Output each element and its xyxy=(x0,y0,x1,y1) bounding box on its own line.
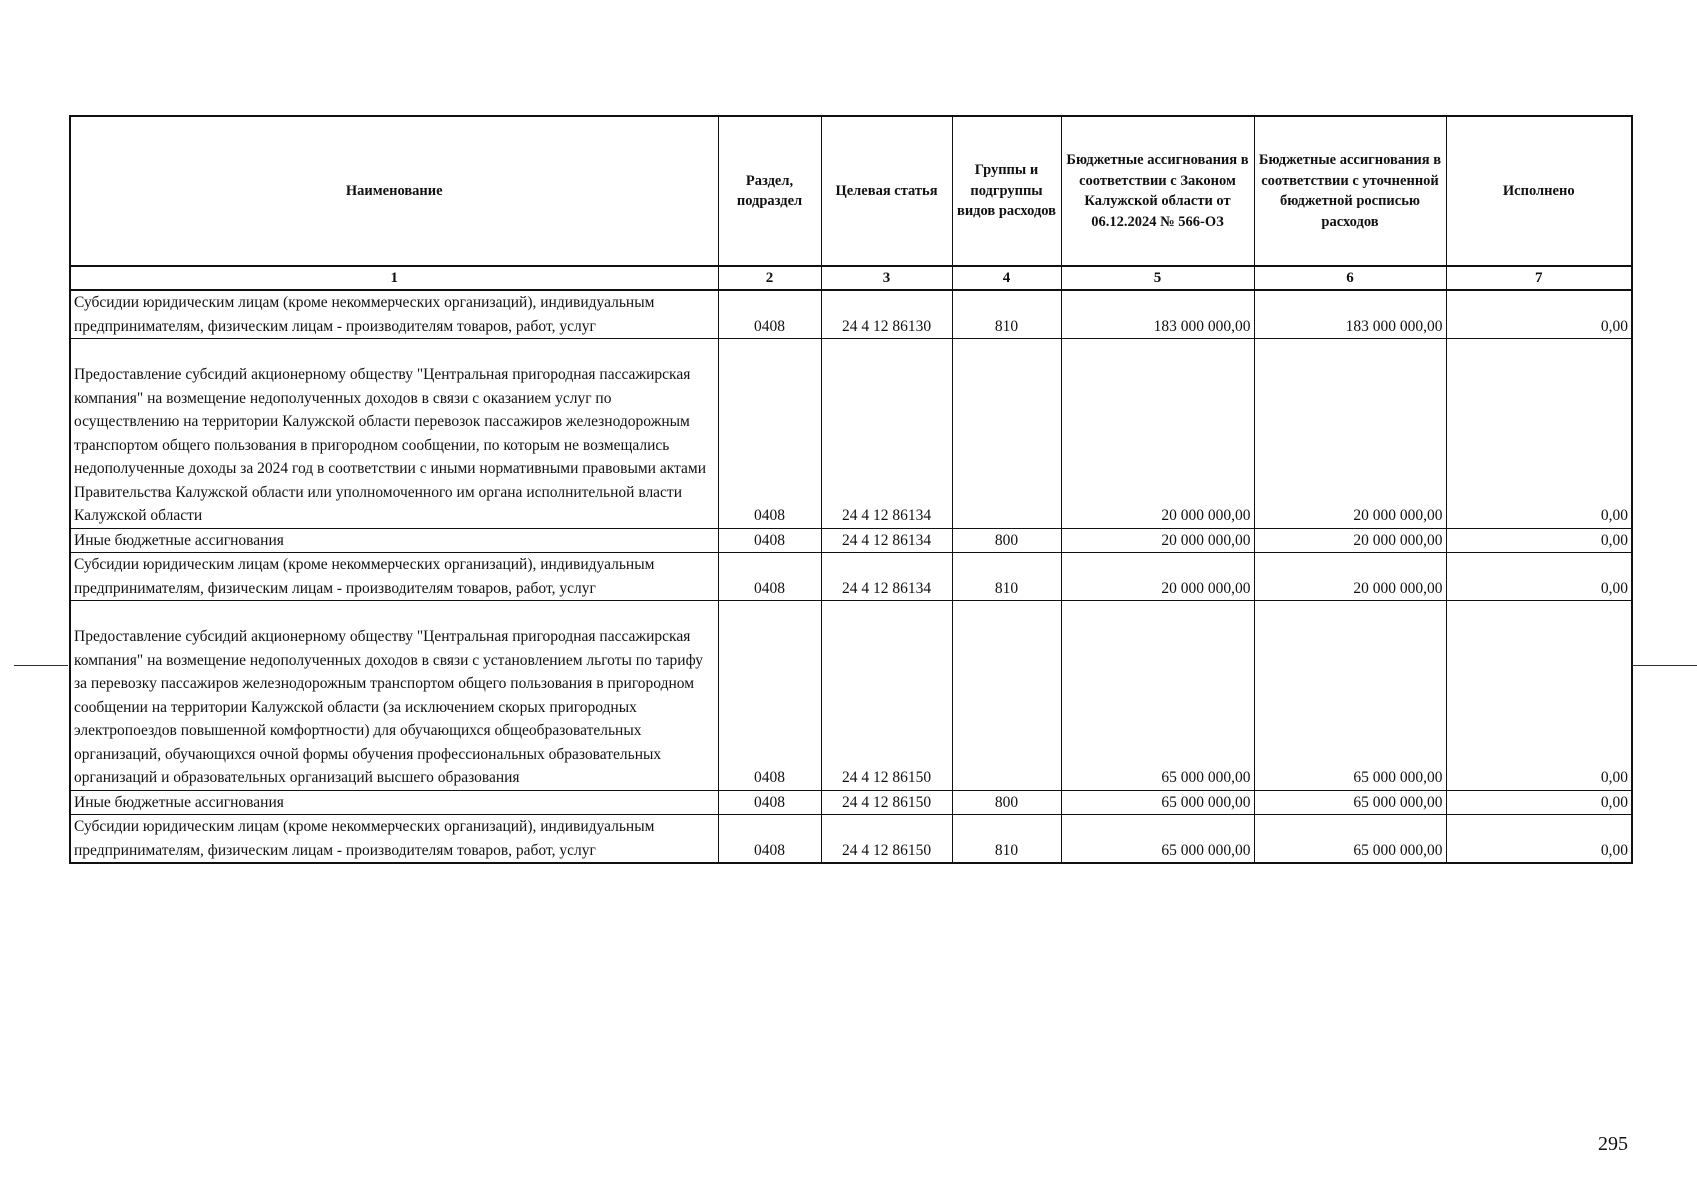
row-law-amount: 65 000 000,00 xyxy=(1061,790,1254,815)
row-name: Субсидии юридическим лицам (кроме некоммерческих организаций), индивидуальным предпринимателям, физическим лицам - производителям товаров, работ, услуг xyxy=(70,290,718,339)
row-executed: 0,00 xyxy=(1446,290,1632,339)
row-target: 24 4 12 86134 xyxy=(821,339,952,529)
row-section: 0408 xyxy=(718,790,821,815)
row-refined-amount: 20 000 000,00 xyxy=(1254,339,1446,529)
row-refined-amount: 20 000 000,00 xyxy=(1254,553,1446,601)
row-refined-amount: 20 000 000,00 xyxy=(1254,528,1446,553)
row-executed: 0,00 xyxy=(1446,339,1632,529)
table-row xyxy=(70,339,1632,529)
row-target: 24 4 12 86130 xyxy=(821,290,952,339)
row-refined-amount: 65 000 000,00 xyxy=(1254,815,1446,864)
row-section: 0408 xyxy=(718,339,821,529)
row-target: 24 4 12 86134 xyxy=(821,528,952,553)
row-section: 0408 xyxy=(718,815,821,864)
row-target: 24 4 12 86134 xyxy=(821,553,952,601)
column-number: 6 xyxy=(1254,266,1446,290)
row-executed: 0,00 xyxy=(1446,790,1632,815)
row-refined-amount: 183 000 000,00 xyxy=(1254,290,1446,339)
row-target: 24 4 12 86150 xyxy=(821,790,952,815)
page-number: 295 xyxy=(1598,1133,1628,1155)
row-section: 0408 xyxy=(718,528,821,553)
row-group: 810 xyxy=(952,290,1061,339)
column-number: 2 xyxy=(718,266,821,290)
row-executed: 0,00 xyxy=(1446,601,1632,791)
table-row xyxy=(70,553,1632,601)
row-law-amount: 183 000 000,00 xyxy=(1061,290,1254,339)
row-section: 0408 xyxy=(718,601,821,791)
row-executed: 0,00 xyxy=(1446,815,1632,864)
row-law-amount: 65 000 000,00 xyxy=(1061,601,1254,791)
table-row xyxy=(70,815,1632,864)
row-refined-amount: 65 000 000,00 xyxy=(1254,790,1446,815)
row-section: 0408 xyxy=(718,553,821,601)
row-name: Субсидии юридическим лицам (кроме некоммерческих организаций), индивидуальным предпринимателям, физическим лицам - производителям товаров, работ, услуг xyxy=(70,815,718,864)
row-target: 24 4 12 86150 xyxy=(821,815,952,864)
column-number: 4 xyxy=(952,266,1061,290)
column-number: 7 xyxy=(1446,266,1632,290)
row-group xyxy=(952,601,1061,791)
row-law-amount: 20 000 000,00 xyxy=(1061,339,1254,529)
column-number-row xyxy=(70,266,1632,290)
header-law-allocations: Бюджетные ассигнования в соответствии с Законом Калужской области от 06.12.2024 № 566-ОЗ xyxy=(1061,116,1254,266)
row-group: 810 xyxy=(952,815,1061,864)
header-executed: Исполнено xyxy=(1446,116,1632,266)
table-row xyxy=(70,601,1632,791)
row-name: Иные бюджетные ассигнования xyxy=(70,790,718,815)
row-name: Предоставление субсидий акционерному обществу "Центральная пригородная пассажирская компания" на возмещение недополученных доходов в связи с установлением льготы по тарифу за перевозку пассажиров железнодорожным транспортом общего пользования в пригородном сообщении на территории Калужской области (за исключением скорых пригородных электропоездов повышенной комфортности) для обучающихся общеобразовательных организаций, обучающихся очной формы обучения профессиональных образовательных организаций и образовательных организаций высшего образования xyxy=(70,601,718,791)
row-group xyxy=(952,339,1061,529)
page-fold-line-right xyxy=(1632,665,1697,666)
row-name: Предоставление субсидий акционерному обществу "Центральная пригородная пассажирская компания" на возмещение недополученных доходов в связи с оказанием услуг по осуществлению на территории Калужской области перевозок пассажиров железнодорожным транспортом общего пользования в пригородном сообщении, по которым не возмещались недополученные доходы за 2024 год в соответствии с иными нормативными правовыми актами Правительства Калужской области или уполномоченного им органа исполнительной власти Калужской области xyxy=(70,339,718,529)
row-law-amount: 65 000 000,00 xyxy=(1061,815,1254,864)
row-group: 800 xyxy=(952,528,1061,553)
row-executed: 0,00 xyxy=(1446,553,1632,601)
table-row xyxy=(70,790,1632,815)
header-section: Раздел, подраздел xyxy=(718,116,821,266)
page-fold-line-left xyxy=(14,665,68,666)
header-refined-allocations: Бюджетные ассигнования в соответствии с уточненной бюджетной росписью расходов xyxy=(1254,116,1446,266)
row-section: 0408 xyxy=(718,290,821,339)
row-refined-amount: 65 000 000,00 xyxy=(1254,601,1446,791)
header-target-article: Целевая статья xyxy=(821,116,952,266)
budget-table xyxy=(69,115,1633,864)
row-group: 810 xyxy=(952,553,1061,601)
row-law-amount: 20 000 000,00 xyxy=(1061,528,1254,553)
row-law-amount: 20 000 000,00 xyxy=(1061,553,1254,601)
table-header-row xyxy=(70,116,1632,266)
row-executed: 0,00 xyxy=(1446,528,1632,553)
row-name: Иные бюджетные ассигнования xyxy=(70,528,718,553)
row-group: 800 xyxy=(952,790,1061,815)
header-name: Наименование xyxy=(70,116,718,266)
column-number: 3 xyxy=(821,266,952,290)
column-number: 1 xyxy=(70,266,718,290)
header-expense-groups: Группы и подгруппы видов расходов xyxy=(952,116,1061,266)
row-target: 24 4 12 86150 xyxy=(821,601,952,791)
column-number: 5 xyxy=(1061,266,1254,290)
row-name: Субсидии юридическим лицам (кроме некоммерческих организаций), индивидуальным предпринимателям, физическим лицам - производителям товаров, работ, услуг xyxy=(70,553,718,601)
table-row xyxy=(70,290,1632,339)
table-row xyxy=(70,528,1632,553)
